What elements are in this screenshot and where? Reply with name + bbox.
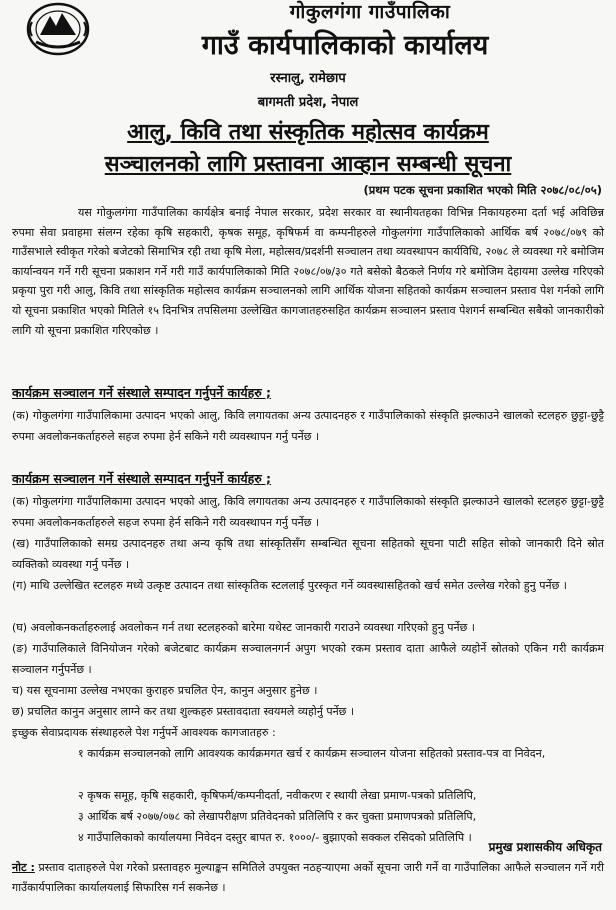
list-item: (ङ) गाउँपालिकाले विनियोजन गरेको बजेटबाट कार्यक्रम सञ्चालनगर्न अपुग भएको रकम प्रस्ताव दाता आफैले व्यहोर्ने स्रोतको एकिन गरी कार्यक्रम सञ्चालन गर्नुपर्नेछ । [12,642,604,676]
section-1-heading: कार्यक्रम सञ्चालन गर्ने संस्थाले सम्पादन गर्नुपर्ने कार्यहरु ; [12,385,272,400]
intro-text: यस गोकुलगंगा गाउँपालिका कार्यक्षेत्र बनाई नेपाल सरकार, प्रदेश सरकार वा स्थानीयतहका विभिन्न निकायहरुमा दर्ता भई अविछिन्न रुपमा सेवा प्रवाहमा संलग्न रहेका कृषि सहकारी, कृषक समूह, कृषिफर्म वा कम्पनीहरुले गोकुलगंगा गाउँपालिकाको आर्थिक बर्ष २०७८/०७९ को गाउँसभाले स्वीकृत गरेको बजेटको सिमाभित्र रही तथा कृषि मेला, महोत्सव/प्रदर्शनी सञ्चालन तथा व्यवस्थापन कार्यविधि, २०७८ ले व्यवस्था गरे बमोजिम कार्यान्वयन गर्ने गरी सूचना प्रकाशन गर्ने गरी गाउँ कार्यपालिकाको मिति २०७८/०७/३० गते बसेको बैठकले निर्णय गरे बमोजिम देहायमा उल्लेख गरिएको प्रकृया पुरा गरी आलु, किवि तथा सांस्कृतिक महोत्सव कार्यक्रम सञ्चालनको लागि आर्थिक योजना सहितको कार्यक्रम सञ्चालन प्रस्ताव पेश गर्नको लागि यो सूचना प्रकाशित भएको मितिले १५ दिनभित्र तपसिलमा उल्लेखित कागजातहरुसहित कार्यक्रम सञ्चालन प्रस्ताव पेशगर्न सम्बन्धित सबैको जानकारीको लागि यो सूचना प्रकाशित गरिएकोछ । [12,206,604,337]
nepal-emblem-icon [26,2,90,56]
document-item: ३ आर्थिक बर्ष २०७७/०७८ को लेखापरीक्षण प्रतिवेदनको प्रतिलिपि र कर चुक्ता प्रमाणपत्रको प्रतिलिपि, [78,810,477,823]
publication-date: (प्रथम पटक सूचना प्रकाशित भएको मिति २०७८/०८/०५) [363,183,602,197]
address-line-1: रस्नालु, रामेछाप [270,71,346,86]
office-name: गोकुलगंगा गाउँपालिका [289,1,451,23]
department-name: गाउँ कार्यपालिकाको कार्यालय [201,30,489,61]
list-item: (क) गोकुलगंगा गाउँपालिकामा उत्पादन भएको आलु, किवि लगायतका अन्य उत्पादनहरु र गाउँपालिकाको संस्कृति झल्काउने खालको स्टलहरु छुट्टा-छुट्टै रुपमा अवलोकनकर्ताहरुले सहज रुपमा हेर्न सकिने गरी व्यवस्थापन गर्नु पर्नेछ । [12,495,604,529]
documents-heading: इच्छुक सेवाप्रदायक संस्थाहरुले पेश गर्नुपर्ने आवश्यक कागजातहरु : [12,726,276,739]
document-item: २ कृषक समूह, कृषि सहकारी, कृषिफर्म/कम्पनीदर्ता, नवीकरण र स्थायी लेखा प्रमाण-पत्रको प्रतिलिपि, [78,789,477,802]
list-item: (ख) गाउँपालिकाको समग्र उत्पादनहरु तथा अन्य कृषि तथा सांस्कृतिसँग सम्बन्धित सूचना सहितको सूचना पाटी सहित सोको जानकारी दिने स्रोत व्यक्तिको व्यवस्था गर्नु पर्नेछ । [12,537,604,571]
note-label: नोट : [12,861,35,874]
note-text: प्रस्ताव दाताहरुले पेश गरेको प्रस्तावहरु मुल्याङ्कन समितिले उपयुक्त नठहऱ्याएमा अर्को सूचना जारी गर्ने वा गाउँपालिका आफैले सञ्चालन गर्ने गरी गाउँकार्यपालिका कार्यालयलाई सिफारिस गर्न सकनेछ । [12,861,604,894]
document-item: ४ गाउँपालिकाको कार्यालयमा निवेदन दस्तुर बापत रु. १०००/- बुझाएको सक्कल रसिदको प्रतिलिपि । [78,831,472,844]
list-item: छ) प्रचलित कानुन अनुसार लाग्ने कर तथा शुल्कहरु प्रस्तावदाता स्वयमले व्यहोर्नु पर्नेछ । [12,705,355,718]
document-item: १ कार्यक्रम सञ्चालनको लागि आवश्यक कार्यक्रमगत खर्च र कार्यक्रम सञ्चालन योजना सहितको प्रस्ताव-पत्र वा निवेदन, [78,747,546,760]
notice-title-line-2: सञ्चालनको लागि प्रस्तावना आव्हान सम्बन्धी सूचना [104,152,512,177]
section-2-heading: कार्यक्रम सञ्चालन गर्ने संस्थाले सम्पादन गर्नुपर्ने कार्यहरु ; [12,471,272,486]
list-item: च) यस सूचनामा उल्लेख नभएका कुराहरु प्रचलित ऐन, कानुन अनुसार हुनेछ । [12,684,318,697]
notice-title-line-1: आलु, किवि तथा संस्कृतिक महोत्सव कार्यक्रम [127,120,489,145]
intro-paragraph [12,203,604,340]
list-item: (घ) अवलोकनकर्ताहरुलाई अवलोकन गर्न तथा स्टलहरुको बारेमा यथेस्ट जानकारी गराउने व्यवस्था गरिएको हुनु पर्नेछ । [12,621,475,634]
note-paragraph [12,858,604,898]
signatory-title: प्रमुख प्रशासकीय अधिकृत [488,840,602,854]
section-1-item: (क) गोकुलगंगा गाउँपालिकामा उत्पादन भएको आलु, किवि लगायतका अन्य उत्पादनहरु र गाउँपालिकाको संस्कृति झल्काउने खालको स्टलहरु छुट्टा-छुट्टै रुपमा अवलोकनकर्ताहरुले सहज रुपमा हेर्न सकिने गरी व्यवस्थापन गर्नु पर्नेछ । [12,409,604,443]
letterhead [0,0,616,115]
address-line-2: बागमती प्रदेश, नेपाल [257,95,359,110]
list-item: (ग) माथि उल्लेखित स्टलहरु मध्ये उत्कृष्ट उत्पादन तथा सांस्कृतिक स्टललाई पुरस्कृत गर्ने व्यवस्थासहितको खर्च समेत उल्लेख गरेको हुनु पर्नेछ । [12,579,567,592]
